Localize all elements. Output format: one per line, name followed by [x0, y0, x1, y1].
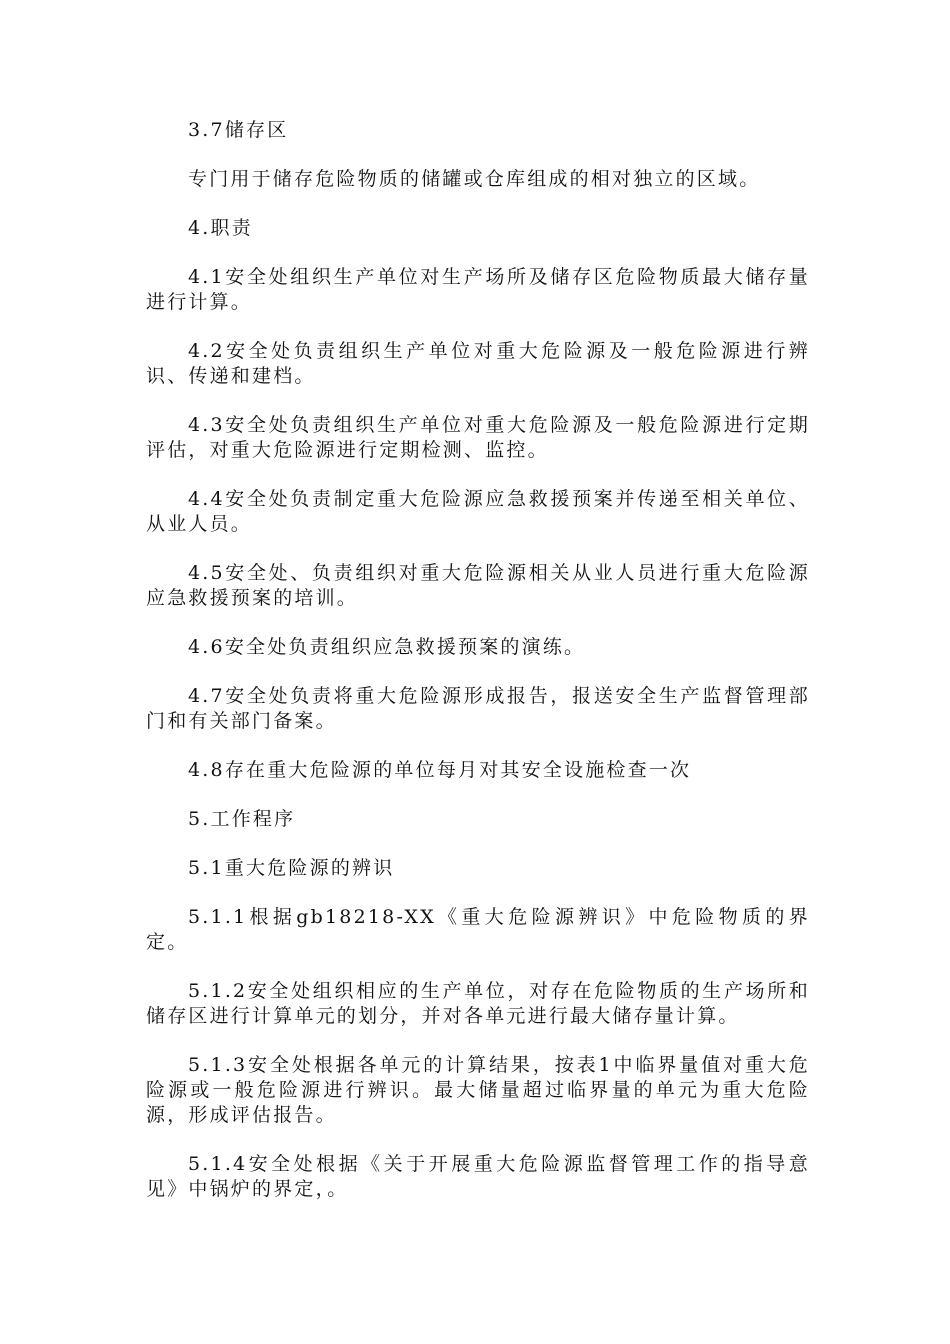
paragraph-4-6: 4.6安全处负责组织应急救援预案的演练。 [188, 636, 586, 658]
paragraph-5-1-2: 5.1.2安全处组织相应的生产单位，对存在危险物质的生产场所和储存区进行计算单元的划分，并对各单元进行最大储存量计算。 [146, 980, 810, 1027]
paragraph-4-8: 4.8存在重大危险源的单位每月对其安全设施检查一次 [188, 759, 692, 781]
paragraph-storage-area-definition: 专门用于储存危险物质的储罐或仓库组成的相对独立的区域。 [188, 168, 761, 190]
paragraph-4-1: 4.1安全处组织生产单位对生产场所及储存区危险物质最大储存量进行计算。 [146, 266, 810, 313]
paragraph-5-1-4: 5.1.4安全处根据《关于开展重大危险源监督管理工作的指导意见》中锅炉的界定，。 [146, 1153, 810, 1200]
paragraph-5-1-3: 5.1.3安全处根据各单元的计算结果，按表1中临界量值对重大危险源或一般危险源进行辨识。最大储量超过临界量的单元为重大危险源，形成评估报告。 [146, 1054, 810, 1126]
paragraph-4-3: 4.3安全处负责组织生产单位对重大危险源及一般危险源进行定期评估，对重大危险源进行定期检测、监控。 [146, 414, 810, 461]
paragraph-4-2: 4.2安全处负责组织生产单位对重大危险源及一般危险源进行辨识、传递和建档。 [146, 340, 810, 387]
paragraph-4-heading: 4.职责 [188, 217, 253, 239]
paragraph-3-7-heading: 3.7储存区 [188, 119, 289, 141]
paragraph-5-1-1: 5.1.1根据gb18218-XX《重大危险源辨识》中危险物质的界定。 [146, 906, 810, 953]
paragraph-4-5: 4.5安全处、负责组织对重大危险源相关从业人员进行重大危险源应急救援预案的培训。 [146, 562, 810, 609]
paragraph-4-4: 4.4安全处负责制定重大危险源应急救援预案并传递至相关单位、从业人员。 [146, 488, 810, 535]
paragraph-5-1-heading: 5.1重大危险源的辨识 [188, 857, 395, 879]
paragraph-4-7: 4.7安全处负责将重大危险源形成报告，报送安全生产监督管理部门和有关部门备案。 [146, 685, 810, 732]
paragraph-5-heading: 5.工作程序 [188, 808, 296, 830]
document-page [146, 118, 810, 1226]
